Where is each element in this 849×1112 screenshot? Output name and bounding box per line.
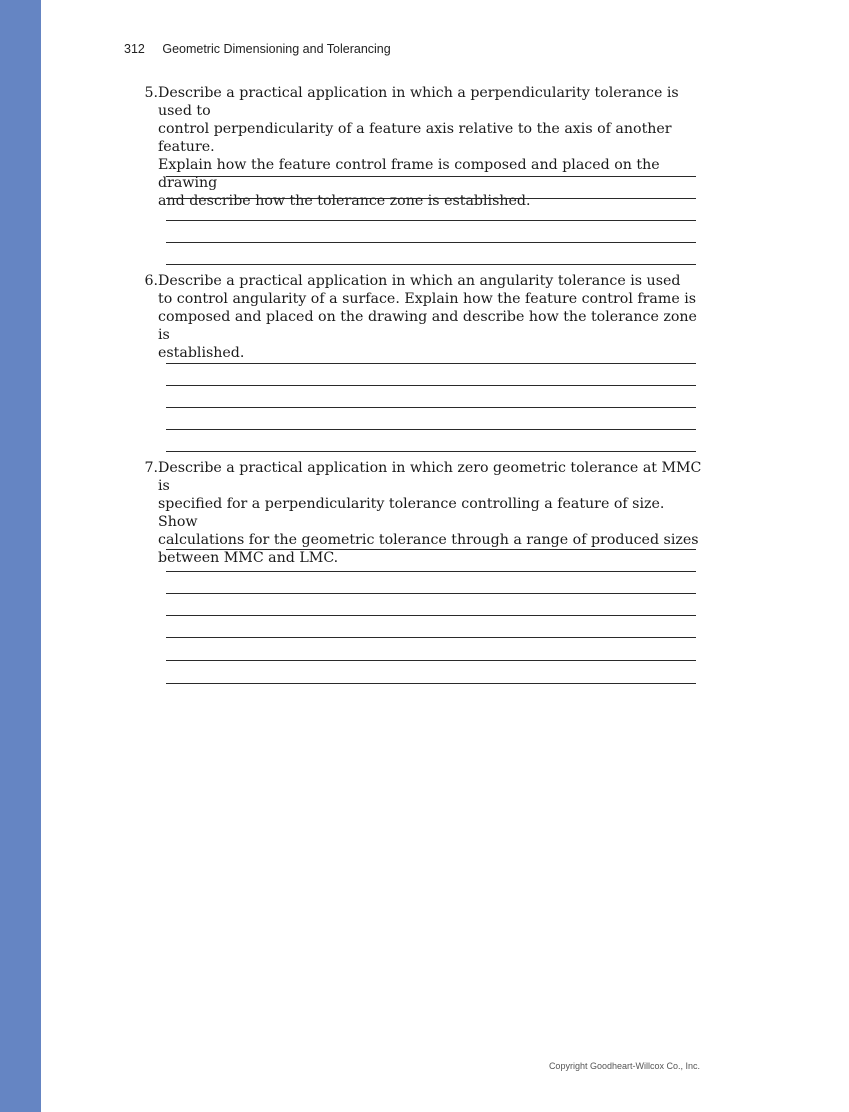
answer-line[interactable]: [166, 198, 696, 199]
question-6: [141, 272, 711, 362]
answer-line[interactable]: [166, 660, 696, 661]
question-number: 5.: [144, 85, 158, 101]
copyright-notice: Copyright Goodheart-Willcox Co., Inc.: [548, 1061, 700, 1071]
answer-line[interactable]: [166, 683, 696, 684]
question-text: Describe a practical application in which a perpendicularity tolerance is used to control perpendicularity of a feature axis relative to the axis of another feature. Explain how the feature control frame is composed and placed on the drawing and describe how the tolerance zone is established.: [158, 85, 679, 209]
answer-line[interactable]: [166, 549, 696, 550]
running-header: [124, 42, 391, 56]
answer-line[interactable]: [166, 242, 696, 243]
question-text: Describe a practical application in which zero geometric tolerance at MMC is specified for a perpendicularity tolerance controlling a feature of size. Show calculations for the geometric tolerance through a range of produced sizes between MMC and LMC.: [158, 460, 702, 566]
question-number: 6.: [144, 273, 158, 289]
answer-line[interactable]: [166, 593, 696, 594]
answer-line[interactable]: [166, 385, 696, 386]
answer-line[interactable]: [166, 451, 696, 452]
answer-line[interactable]: [166, 571, 696, 572]
question-7: [141, 459, 711, 567]
question-5: [141, 84, 711, 210]
answer-line[interactable]: [166, 615, 696, 616]
question-number: 7.: [144, 460, 158, 476]
answer-line[interactable]: [166, 637, 696, 638]
page-number: 312: [124, 42, 145, 56]
question-text: Describe a practical application in which an angularity tolerance is used to control angularity of a surface. Explain how the feature control frame is composed and placed on the drawing and describe how the tolerance zone is established.: [158, 273, 697, 361]
chapter-title: Geometric Dimensioning and Tolerancing: [162, 42, 391, 56]
answer-line[interactable]: [166, 220, 696, 221]
answer-line[interactable]: [166, 407, 696, 408]
side-color-bar: [0, 0, 41, 1112]
answer-line[interactable]: [166, 429, 696, 430]
answer-line[interactable]: [166, 176, 696, 177]
answer-line[interactable]: [166, 363, 696, 364]
answer-line[interactable]: [166, 264, 696, 265]
